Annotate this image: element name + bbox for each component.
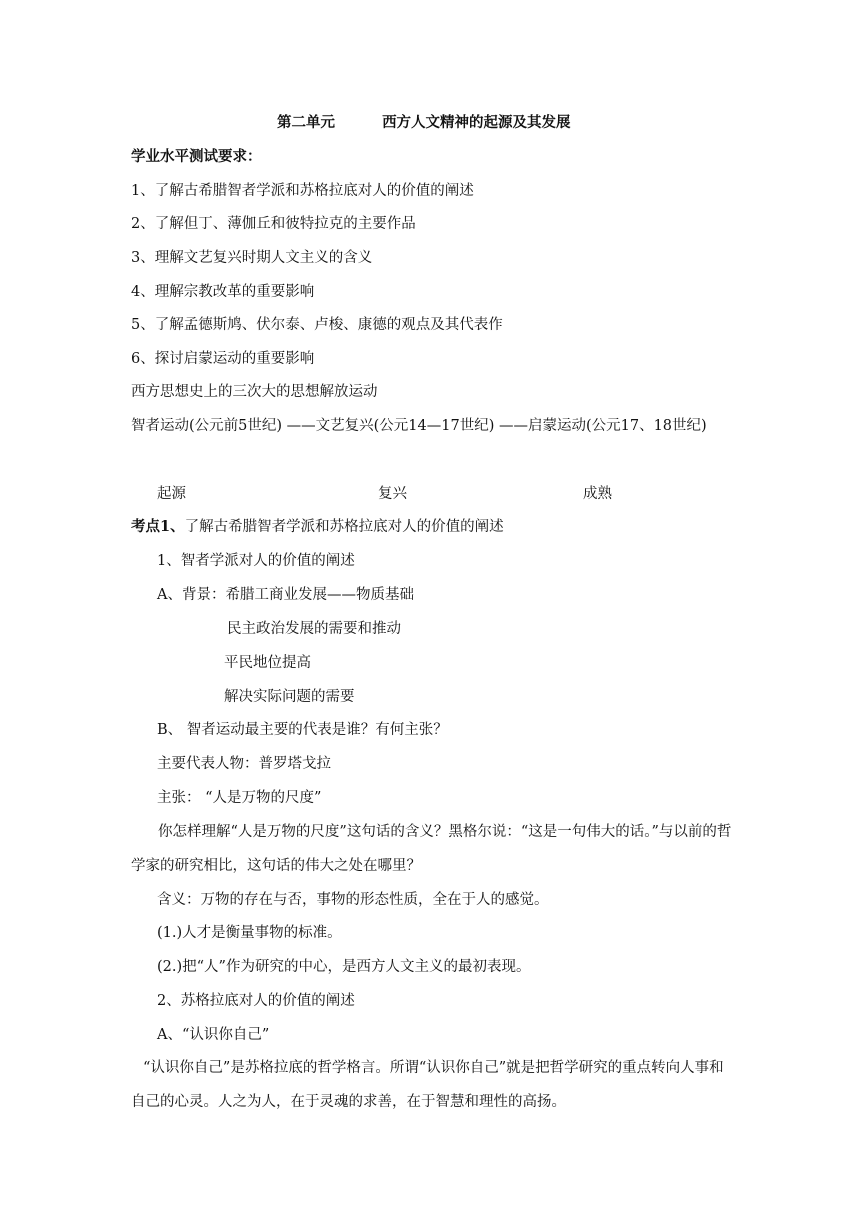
- kaodian-1: [131, 517, 504, 537]
- section2-title: 2、苏格拉底对人的价值的阐述: [157, 993, 355, 1009]
- requirement-item: 3、理解文艺复兴时期人文主义的含义: [131, 250, 373, 266]
- section1-title: 1、智者学派对人的价值的阐述: [157, 553, 355, 569]
- movements-line: 智者运动(公元前5世纪) ——文艺复兴(公元14—17世纪) ——启蒙运动(公元17、18世纪): [131, 418, 707, 434]
- unit-label: 第二单元: [277, 114, 335, 131]
- stage-mature: 成熟: [583, 486, 612, 502]
- section2-paragraph: “认识你自己”是苏格拉底的哲学格言。所谓“认识你自己”就是把哲学研究的重点转向人事和自己的心灵。人之为人，在于灵魂的求善，在于智慧和理性的高扬。: [131, 1060, 724, 1110]
- point-1: (1.)人才是衡量事物的标准。: [157, 925, 342, 941]
- stage-revival: 复兴: [378, 486, 407, 502]
- point-2: (2.)把“人”作为研究的中心，是西方人文主义的最初表现。: [157, 959, 531, 975]
- stage-origin: 起源: [157, 486, 186, 502]
- question-paragraph: 你怎样理解“人是万物的尺度”这句话的含义？黑格尔说：“这是一句伟大的话。”与以前的哲学家的研究相比，这句话的伟大之处在哪里？: [131, 824, 732, 874]
- background-item: 平民地位提高: [224, 655, 311, 671]
- requirement-item: 6、探讨启蒙运动的重要影响: [131, 351, 315, 367]
- background-item: 解决实际问题的需要: [224, 689, 355, 705]
- section1-background: A、背景：希腊工商业发展——物质基础: [157, 587, 414, 603]
- kaodian-text: 了解古希腊智者学派和苏格拉底对人的价值的阐述: [184, 519, 504, 535]
- movements-heading: 西方思想史上的三次大的思想解放运动: [131, 384, 378, 400]
- meaning: 含义：万物的存在与否，事物的形态性质，全在于人的感觉。: [157, 892, 549, 908]
- claim: 主张： “人是万物的尺度”: [157, 790, 322, 806]
- representative: 主要代表人物：普罗塔戈拉: [157, 756, 331, 772]
- kaodian-label: 考点1、: [131, 518, 185, 535]
- requirement-item: 1、了解古希腊智者学派和苏格拉底对人的价值的阐述: [131, 183, 474, 199]
- unit-topic: 西方人文精神的起源及其发展: [382, 114, 571, 131]
- requirements-heading: 学业水平测试要求：: [131, 148, 262, 165]
- section2-sub-a: A、“认识你自己”: [157, 1027, 270, 1043]
- requirement-item: 5、了解孟德斯鸠、伏尔泰、卢梭、康德的观点及其代表作: [131, 317, 503, 333]
- requirement-item: 4、理解宗教改革的重要影响: [131, 284, 315, 300]
- background-item: 民主政治发展的需要和推动: [227, 621, 401, 637]
- requirement-item: 2、了解但丁、薄伽丘和彼特拉克的主要作品: [131, 216, 416, 232]
- question-b: B、 智者运动最主要的代表是谁？有何主张？: [157, 722, 448, 738]
- page-title: [277, 113, 571, 133]
